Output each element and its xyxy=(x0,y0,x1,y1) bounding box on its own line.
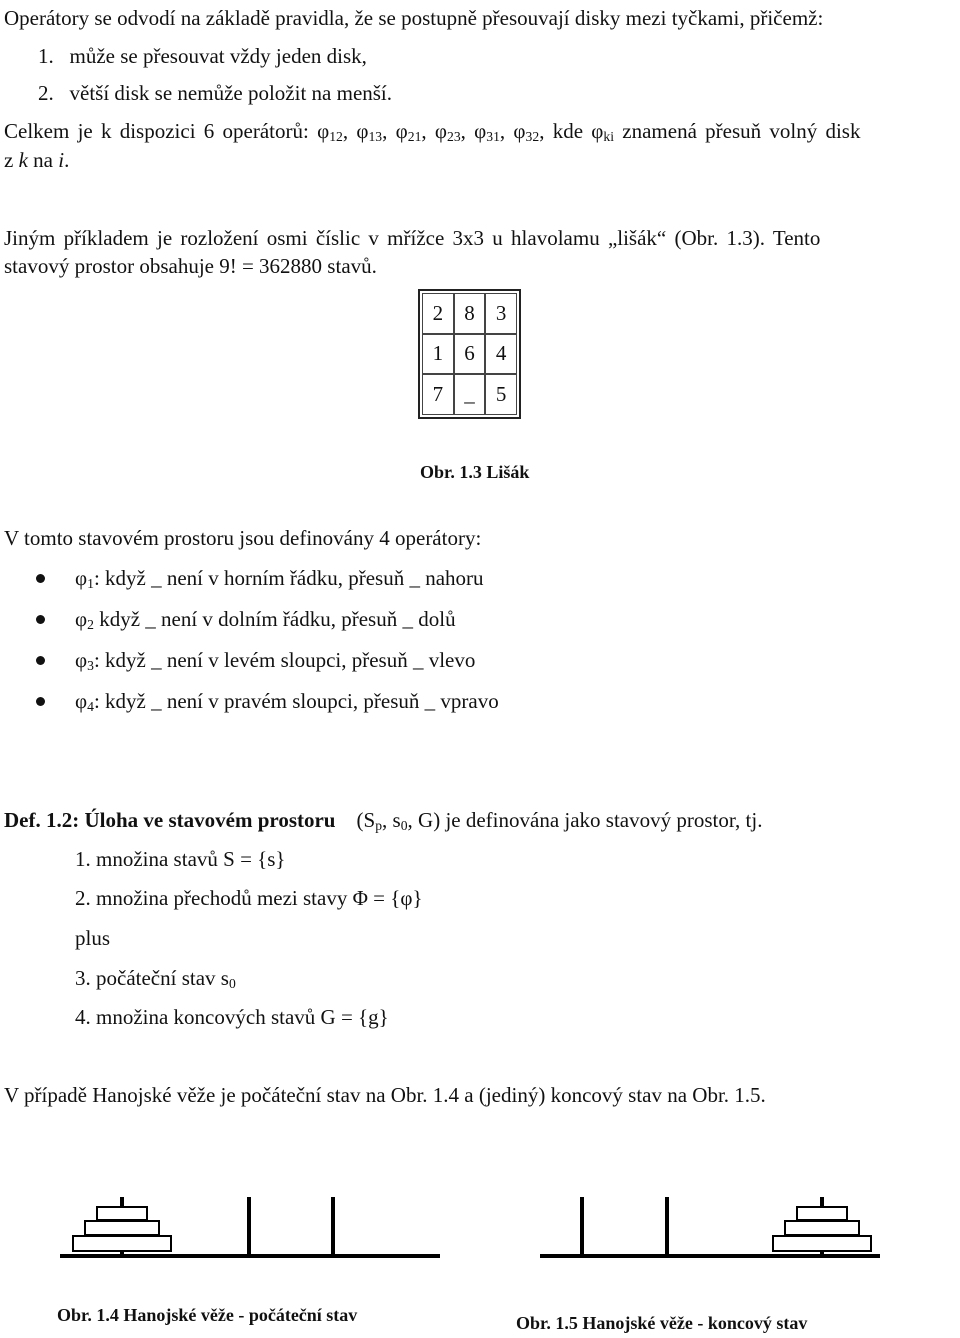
rule-item xyxy=(38,44,367,68)
grid-cell: 1 xyxy=(422,334,454,375)
puzzle-paragraph-line: stavový prostor obsahuje 9! = 362880 stavů. xyxy=(4,254,377,278)
op-index: ki xyxy=(603,129,615,144)
bullet-icon xyxy=(36,697,45,706)
operator-text: : když _ není v levém sloupci, přesuň _ vlevo xyxy=(93,648,476,672)
var-i: i xyxy=(58,148,65,172)
intro-line: Operátory se odvodí na základě pravidla, že se postupně přesouvají disky mezi tyčkami, přičemž: xyxy=(4,6,824,30)
hanoi-base xyxy=(540,1254,880,1258)
operator-text: : když _ není v pravém sloupci, přesuň _ vpravo xyxy=(93,689,499,713)
hanoi-peg xyxy=(247,1197,251,1254)
text: 3. počáteční stav s xyxy=(75,966,229,990)
op-index: 23 xyxy=(447,129,461,144)
definition-item: 2. množina přechodů mezi stavy Φ = {φ} xyxy=(75,886,423,910)
text: , s xyxy=(382,808,401,832)
ops-prefix: Celkem je k dispozici 6 operátorů: xyxy=(4,119,318,143)
hanoi-peg xyxy=(665,1197,669,1254)
grid-cell: 7 xyxy=(422,374,454,415)
hanoi-start-figure xyxy=(60,1190,440,1260)
op-index: 13 xyxy=(368,129,383,144)
rule-text: větší disk se nemůže položit na menší. xyxy=(69,81,393,105)
grid-cell: 8 xyxy=(454,293,486,334)
rule-text: může se přesouvat vždy jeden disk, xyxy=(69,44,367,68)
op-index: 31 xyxy=(486,129,500,144)
operators-line-2 xyxy=(4,148,69,172)
definition-line xyxy=(4,808,762,832)
rule-number: 2. xyxy=(38,81,54,105)
phi-symbol: φ xyxy=(591,119,604,143)
phi-symbol: φ xyxy=(395,119,408,143)
subscript: 0 xyxy=(228,976,236,991)
figure-caption: Obr. 1.3 Lišák xyxy=(420,462,530,482)
operator-item xyxy=(75,566,484,590)
hanoi-disk xyxy=(84,1220,160,1236)
definition-item: plus xyxy=(75,926,111,950)
phi-symbol: φ xyxy=(356,119,369,143)
bullet-icon xyxy=(36,615,45,624)
bullet-icon xyxy=(36,656,45,665)
operator-text: : když _ není v horním řádku, přesuň _ nahoru xyxy=(93,566,484,590)
text: , G) je definována jako stavový prostor, tj. xyxy=(407,808,763,832)
operators-heading: V tomto stavovém prostoru jsou definovány 4 operátory: xyxy=(4,526,482,550)
puzzle-paragraph-line: Jiným příkladem je rozložení osmi číslic v mřížce 3x3 u hlavolamu „lišák“ (Obr. 1.3). Tento xyxy=(4,226,821,250)
phi-symbol: φ xyxy=(75,607,88,631)
phi-symbol: φ xyxy=(474,119,487,143)
grid-cell: 2 xyxy=(422,293,454,334)
ops-mid: , kde xyxy=(539,119,592,143)
grid-cell: 3 xyxy=(485,293,517,334)
hanoi-disk xyxy=(796,1206,848,1221)
op-index: 1 xyxy=(87,576,94,591)
op-index: 4 xyxy=(87,699,94,714)
phi-symbol: φ xyxy=(75,566,88,590)
operator-text: když _ není v dolním řádku, přesuň _ dolů xyxy=(93,607,456,631)
phi-symbol: φ xyxy=(75,648,88,672)
operator-item xyxy=(75,607,456,631)
hanoi-end-figure xyxy=(540,1190,880,1260)
text: (S xyxy=(356,808,376,832)
hanoi-peg xyxy=(580,1197,584,1254)
rule-number: 1. xyxy=(38,44,54,68)
phi-symbol: φ xyxy=(513,119,526,143)
op-index: 32 xyxy=(525,129,540,144)
hanoi-disk xyxy=(96,1206,148,1221)
hanoi-disk xyxy=(72,1235,172,1252)
ops-suffix: znamená přesuň volný disk xyxy=(614,119,861,143)
hanoi-paragraph: V případě Hanojské věže je počáteční stav na Obr. 1.4 a (jediný) koncový stav na Obr. 1.5. xyxy=(4,1083,766,1107)
operator-item xyxy=(75,648,475,672)
definition-label: Def. 1.2: Úloha ve stavovém prostoru xyxy=(4,808,336,832)
grid-cell: 5 xyxy=(485,374,517,415)
definition-item: 1. množina stavů S = {s} xyxy=(75,847,286,871)
hanoi-peg xyxy=(331,1197,335,1254)
definition-item xyxy=(75,966,236,990)
subscript: 0 xyxy=(400,818,408,833)
op-index: 21 xyxy=(407,129,422,144)
hanoi-base xyxy=(60,1254,440,1258)
text: z xyxy=(4,148,19,172)
op-index: 3 xyxy=(87,658,94,673)
grid-cell: 4 xyxy=(485,334,517,375)
text: . xyxy=(64,148,70,172)
op-index: 2 xyxy=(87,617,94,632)
figure-caption: Obr. 1.4 Hanojské věže - počáteční stav xyxy=(57,1305,358,1325)
bullet-icon xyxy=(36,574,45,583)
op-index: 12 xyxy=(329,129,343,144)
subscript: p xyxy=(375,818,383,833)
figure-caption: Obr. 1.5 Hanojské věže - koncový stav xyxy=(516,1313,808,1333)
hanoi-disk xyxy=(784,1220,860,1236)
text: na xyxy=(27,148,59,172)
phi-symbol: φ xyxy=(75,689,88,713)
operator-item xyxy=(75,689,499,713)
phi-symbol: φ xyxy=(317,119,330,143)
phi-symbol: φ xyxy=(434,119,448,143)
hanoi-disk xyxy=(772,1235,872,1252)
var-k: k xyxy=(18,148,28,172)
grid-cell: _ xyxy=(454,374,486,415)
definition-item: 4. množina koncových stavů G = {g} xyxy=(75,1005,389,1029)
rule-item xyxy=(38,81,392,105)
grid-cell: 6 xyxy=(454,334,486,375)
puzzle-grid xyxy=(418,289,521,419)
operators-line: Celkem je k dispozici 6 operátorů: $\varphi_{12}$, $\varphi_{13}$, $\varphi_{21}$, $\varphi_{23}$, $\varphi_{31}$, $\varphi_{32}$, kde $\varphi_{ki}$ znamená přesuň volný disk xyxy=(4,119,861,144)
